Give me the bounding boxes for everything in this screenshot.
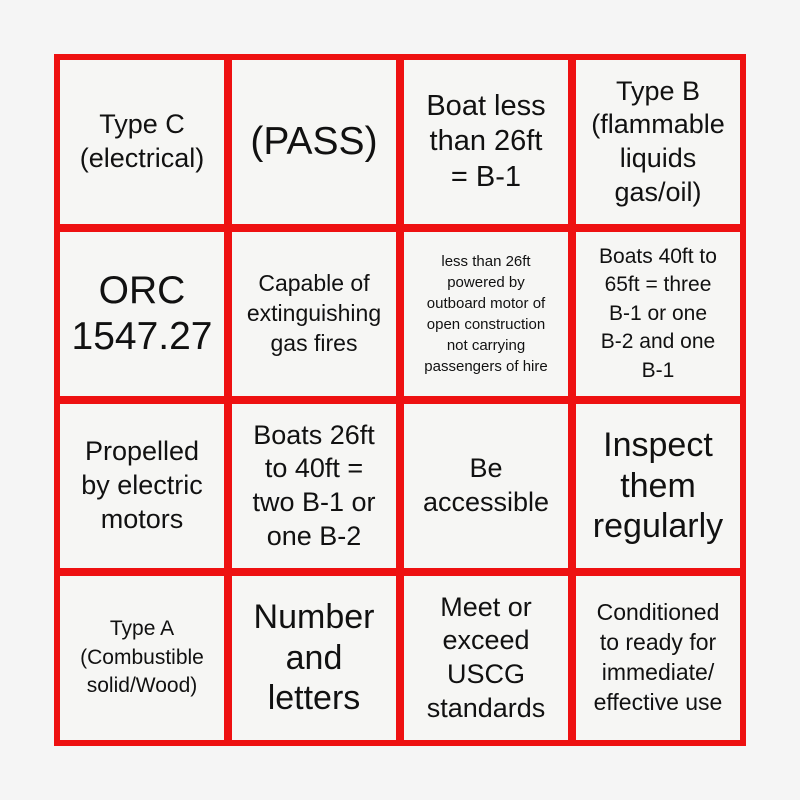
bingo-cell-r4c2[interactable]	[232, 576, 396, 740]
cell-text: Type B (flammable liquids gas/oil)	[591, 75, 725, 207]
cell-text: ORC 1547.27	[71, 268, 213, 358]
cell-text: Type C (electrical)	[79, 109, 205, 173]
bingo-cell-r3c3[interactable]	[404, 404, 568, 568]
cell-text: Boats 40ft to 65ft = three B-1 or one B-2 and one B-1	[599, 245, 717, 382]
cell-text: Conditioned to ready for immediate/ effective use	[593, 599, 723, 715]
cell-text: Type A (Combustible solid/Wood)	[80, 617, 204, 698]
bingo-cell-r2c1[interactable]	[60, 232, 224, 396]
bingo-cell-r2c3[interactable]	[404, 232, 568, 396]
cell-text: Capable of extinguishing gas fires	[246, 270, 382, 356]
bingo-cell-r3c2[interactable]	[232, 404, 396, 568]
cell-text: Propelled by electric motors	[81, 436, 203, 534]
cell-text: Inspect them regularly	[592, 425, 724, 546]
cell-text: less than 26ft powered by outboard motor of open construction not carrying passengers of hire	[424, 253, 548, 375]
bingo-cell-r2c2[interactable]	[232, 232, 396, 396]
bingo-cell-r2c4[interactable]	[576, 232, 740, 396]
bingo-cell-r4c1[interactable]	[60, 576, 224, 740]
cell-text: Be accessible	[422, 453, 550, 517]
bingo-cell-r1c4[interactable]	[576, 60, 740, 224]
bingo-cell-r1c3[interactable]	[404, 60, 568, 224]
bingo-board	[54, 54, 746, 746]
cell-text: (PASS)	[250, 119, 378, 163]
cell-text: Boat less than 26ft = B-1	[426, 89, 546, 193]
bingo-cell-r1c2[interactable]	[232, 60, 396, 224]
bingo-cell-r4c3[interactable]	[404, 576, 568, 740]
cell-text: Meet or exceed USCG standards	[426, 591, 546, 723]
bingo-cell-r4c4[interactable]	[576, 576, 740, 740]
cell-text: Number and letters	[253, 597, 375, 718]
bingo-cell-r3c1[interactable]	[60, 404, 224, 568]
bingo-cell-r3c4[interactable]	[576, 404, 740, 568]
cell-text: Boats 26ft to 40ft = two B-1 or one B-2	[252, 419, 376, 551]
bingo-cell-r1c1[interactable]	[60, 60, 224, 224]
